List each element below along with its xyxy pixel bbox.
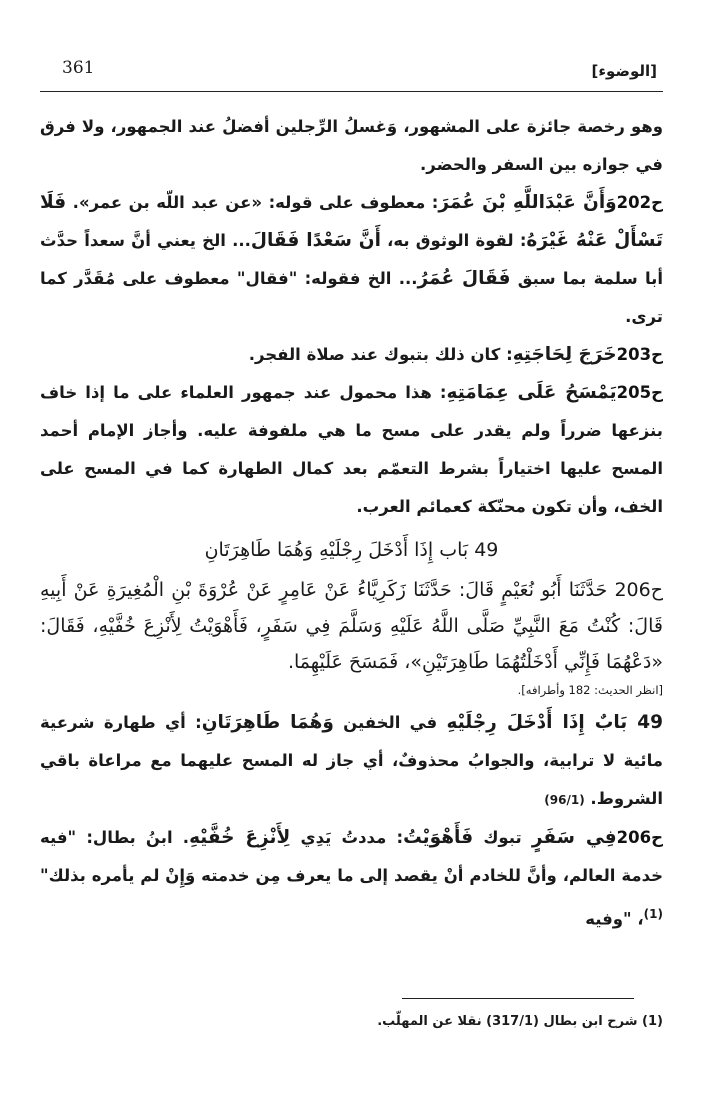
- header-rule: [40, 91, 663, 92]
- footnote-marker: (1): [643, 907, 663, 921]
- quoted-term: 49 بَابٌ إِذَا أَدْخَلَ رِجْلَيْهِ: [446, 712, 663, 733]
- quoted-term: فَقَالَ عُمَرُ: [417, 268, 511, 289]
- body-text: [40, 108, 663, 939]
- paragraph-chapter-commentary: [40, 704, 663, 819]
- page-number: 361: [62, 58, 95, 78]
- quoted-term: وَأَنَّ عَبْدَاللَّهِ بْنَ عُمَرَ: [438, 192, 617, 213]
- hadith-text: ح206 حَدَّثَنَا أَبُو نُعَيْمٍ قَالَ: حَدَّثَنَا زَكَرِيَّاءُ عَنْ عَامِرٍ عَنْ عُرْوَةَ بْنِ الْمُغِيرَةِ عَنْ أَبِيهِ قَالَ: كُنْتُ مَعَ النَّبِيِّ صَلَّى اللَّهُ عَلَيْهِ وَسَلَّمَ فِي سَفَرٍ، فَأَهْوَيْتُ لِأَنْزِعَ خُفَّيْهِ، فَقَالَ: «دَعْهُمَا فَإِنِّي أَدْخَلْتُهُمَا طَاهِرَتَيْنِ»، فَمَسَحَ عَلَيْهِمَا.: [40, 579, 663, 673]
- commentary: ... الخ يعني أنَّ سعداً حدَّث أبا سلمة بما سبق: [40, 231, 664, 288]
- quoted-term: أَنَّ سَعْدًا فَقَالَ: [250, 230, 381, 251]
- commentary: ، "وفيه: [585, 909, 644, 929]
- paragraph-hadith-202: [40, 184, 663, 336]
- page-header: [40, 58, 663, 92]
- quoted-term: فَلَا تَسْأَلْ عَنْهُ غَيْرَهُ: [40, 192, 663, 251]
- commentary: : مددتُ يَدِي: [300, 828, 404, 847]
- quoted-term: فَأَهْوَيْتُ: [403, 827, 474, 848]
- paragraph-hadith-205: [40, 374, 663, 526]
- quoted-term: وَهُمَا طَاهِرَتَانِ: [201, 712, 334, 733]
- hadith-number: ح203: [616, 345, 663, 364]
- commentary: : كان ذلك بتبوك عند صلاة الفجر.: [248, 345, 513, 364]
- commentary: تبوك: [483, 828, 522, 847]
- commentary: في الخفين: [343, 713, 438, 732]
- quoted-term: لِأَنْزِعَ خُفَّيْهِ: [189, 827, 291, 848]
- paragraph-1: وهو رخصة جائزة على المشهور، وَغسلُ الرِّجلين أفضلُ عند الجمهور، ولا فرق في جوازه بين السفر والحضر.: [40, 117, 663, 174]
- commentary: ... الخ فقوله: "فقال" معطوف على مُقَدَّر كما ترى.: [40, 269, 663, 326]
- quoted-term: خَرَجَ لِحَاجَتِهِ: [512, 344, 617, 365]
- commentary: : لقوة الوثوق به،: [387, 231, 527, 250]
- footnote: (1) شرح ابن بطال (317/1) نقلا عن المهلّب.: [377, 1014, 663, 1029]
- commentary: : أي طهارة شرعية مائية لا ترابية، والجوابُ محذوفٌ، أي جاز له المسح عليهما مع مراعاة باقي الشروط.: [40, 713, 663, 808]
- commentary: : هذا محمول عند جمهور العلماء على ما إذا خاف بنزعها ضرراً ولم يقدر على مسح ما هي ملفوفة عليه. وأجاز الإمام أحمد المسح عليها اختياراً بشرط التعمّم بعد كمال الطهارة كما في المسح على الخف، وأن تكون محنّكة كعمائم العرب.: [40, 383, 663, 516]
- hadith-number: ح202: [616, 193, 664, 212]
- quoted-term: يَمْسَحُ عَلَى عِمَامَتِهِ: [446, 382, 617, 403]
- chapter-heading: 49 بَاب إِذَا أَدْخَلَ رِجْلَيْهِ وَهُمَا طَاهِرَتَانِ: [204, 539, 499, 561]
- paragraph-hadith-203: [40, 336, 663, 374]
- quoted-term: فِي سَفَرٍ: [531, 827, 617, 848]
- footnote-rule: [402, 998, 634, 999]
- cross-reference: [انظر الحديث: 182 وأطرافه].: [517, 683, 663, 697]
- running-title: [الوضوء]: [591, 62, 657, 80]
- hadith-number: ح206: [616, 828, 664, 847]
- volume-reference: (96/1): [544, 793, 585, 807]
- commentary: . ابنُ بطال: "فيه خدمة العالم، وأنَّ للخادم أنْ يقصد إلى ما يعرف مِن خدمته وَإِنْ لم يأمره بذلك": [40, 828, 663, 885]
- commentary: : معطوف على قوله: «عن عبد اللّه بن عمر».: [72, 193, 439, 212]
- hadith-number: ح205: [616, 383, 663, 402]
- paragraph-hadith-206: [40, 819, 663, 939]
